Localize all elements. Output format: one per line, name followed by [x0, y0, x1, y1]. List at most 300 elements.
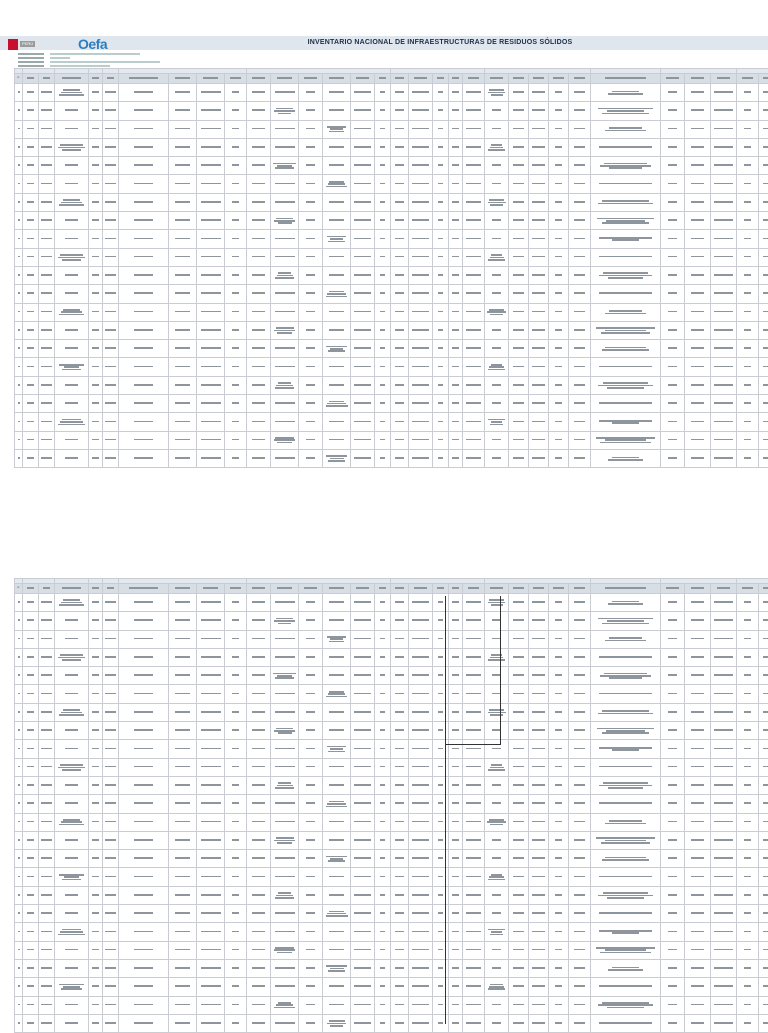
table-cell	[685, 376, 711, 394]
table-cell	[103, 776, 119, 794]
table-cell	[323, 941, 351, 959]
table-cell	[23, 685, 39, 703]
table-cell	[89, 248, 103, 266]
table-cell	[271, 413, 299, 431]
table-cell	[463, 648, 485, 666]
table-cell	[549, 648, 569, 666]
table-cell	[737, 612, 759, 630]
table-cell	[15, 376, 23, 394]
table-cell	[103, 157, 119, 175]
table-cell	[323, 376, 351, 394]
table-cell	[247, 594, 271, 612]
table-cell	[449, 212, 463, 230]
table-cell	[549, 776, 569, 794]
table-cell	[103, 758, 119, 776]
table-cell	[409, 667, 433, 685]
table-cell	[23, 594, 39, 612]
column-header	[569, 74, 591, 84]
table-cell	[463, 795, 485, 813]
table-cell	[55, 212, 89, 230]
table-cell	[271, 120, 299, 138]
table-cell	[449, 395, 463, 413]
table-row	[15, 868, 768, 886]
table-cell	[485, 157, 509, 175]
table-cell	[299, 740, 323, 758]
table-cell	[759, 612, 768, 630]
table-cell	[449, 996, 463, 1014]
table-cell	[375, 594, 391, 612]
table-cell	[391, 285, 409, 303]
table-cell	[55, 120, 89, 138]
column-header	[463, 584, 485, 594]
table-cell	[433, 1014, 449, 1032]
table-cell	[247, 978, 271, 996]
table-cell	[15, 831, 23, 849]
table-cell	[271, 376, 299, 394]
table-cell	[351, 831, 375, 849]
table-cell	[391, 630, 409, 648]
table-cell	[225, 722, 247, 740]
table-cell	[351, 630, 375, 648]
table-cell	[225, 102, 247, 120]
table-cell	[15, 175, 23, 193]
table-cell	[55, 157, 89, 175]
table-row	[15, 758, 768, 776]
table-cell	[433, 266, 449, 284]
table-cell	[169, 193, 197, 211]
table-cell	[529, 175, 549, 193]
table-cell	[119, 758, 169, 776]
table-cell	[391, 431, 409, 449]
table-cell	[55, 923, 89, 941]
table-cell	[485, 630, 509, 648]
table-cell	[15, 813, 23, 831]
table-cell	[351, 959, 375, 977]
table-cell	[737, 193, 759, 211]
table-cell	[509, 175, 529, 193]
table-cell	[23, 358, 39, 376]
table-cell	[39, 923, 55, 941]
table-cell	[225, 285, 247, 303]
table-cell	[409, 193, 433, 211]
table-cell	[391, 722, 409, 740]
table-cell	[225, 630, 247, 648]
table-cell	[391, 941, 409, 959]
column-header	[23, 584, 39, 594]
table-row	[15, 230, 768, 248]
table-cell	[711, 340, 737, 358]
table-cell	[463, 193, 485, 211]
table-cell	[737, 941, 759, 959]
table-cell	[23, 795, 39, 813]
table-cell	[23, 84, 39, 102]
table-cell	[409, 959, 433, 977]
table-cell	[409, 84, 433, 102]
table-cell	[39, 248, 55, 266]
table-cell	[39, 266, 55, 284]
table-cell	[375, 703, 391, 721]
table-cell	[225, 193, 247, 211]
table-cell	[375, 321, 391, 339]
table-cell	[55, 776, 89, 794]
table-cell	[169, 978, 197, 996]
table-cell	[549, 612, 569, 630]
table-cell	[737, 175, 759, 193]
table-cell	[391, 959, 409, 977]
table-cell	[351, 886, 375, 904]
table-cell	[247, 685, 271, 703]
column-header	[375, 584, 391, 594]
table-cell	[103, 978, 119, 996]
table-cell	[247, 630, 271, 648]
column-header	[197, 74, 225, 84]
table-cell	[169, 1014, 197, 1032]
table-cell	[299, 102, 323, 120]
column-header	[759, 74, 768, 84]
table-cell	[247, 667, 271, 685]
table-cell	[375, 886, 391, 904]
table-cell	[409, 831, 433, 849]
table-cell	[39, 776, 55, 794]
table-cell	[247, 138, 271, 156]
table-cell	[591, 431, 661, 449]
table-cell	[685, 1014, 711, 1032]
table-cell	[449, 230, 463, 248]
column-header-row	[15, 584, 768, 594]
table-cell	[759, 722, 768, 740]
table-cell	[685, 795, 711, 813]
table-cell	[485, 120, 509, 138]
table-cell	[737, 923, 759, 941]
table-cell	[529, 740, 549, 758]
table-cell	[55, 175, 89, 193]
table-cell	[391, 850, 409, 868]
table-cell	[119, 776, 169, 794]
column-header	[433, 74, 449, 84]
table-cell	[247, 358, 271, 376]
table-cell	[509, 102, 529, 120]
table-cell	[391, 813, 409, 831]
table-cell	[197, 175, 225, 193]
table-cell	[737, 758, 759, 776]
table-cell	[23, 831, 39, 849]
table-cell	[55, 321, 89, 339]
table-cell	[15, 685, 23, 703]
table-cell	[759, 685, 768, 703]
table-cell	[549, 831, 569, 849]
table-cell	[409, 630, 433, 648]
table-cell	[197, 193, 225, 211]
table-cell	[711, 685, 737, 703]
table-cell	[463, 740, 485, 758]
table-cell	[711, 886, 737, 904]
table-cell	[351, 667, 375, 685]
table-cell	[55, 813, 89, 831]
table-cell	[711, 630, 737, 648]
table-cell	[323, 193, 351, 211]
table-cell	[685, 340, 711, 358]
table-cell	[391, 648, 409, 666]
table-cell	[247, 868, 271, 886]
table-cell	[225, 648, 247, 666]
table-cell	[661, 594, 685, 612]
table-cell	[39, 740, 55, 758]
table-cell	[225, 813, 247, 831]
table-cell	[391, 886, 409, 904]
table-cell	[323, 413, 351, 431]
table-cell	[569, 831, 591, 849]
table-cell	[569, 868, 591, 886]
table-cell	[529, 376, 549, 394]
table-cell	[351, 722, 375, 740]
table-cell	[225, 850, 247, 868]
table-cell	[351, 648, 375, 666]
table-cell	[351, 758, 375, 776]
table-cell	[549, 175, 569, 193]
table-cell	[509, 978, 529, 996]
table-cell	[661, 248, 685, 266]
table-cell	[299, 175, 323, 193]
table-cell	[449, 303, 463, 321]
table-cell	[197, 212, 225, 230]
table-row	[15, 1014, 768, 1032]
table-cell	[39, 813, 55, 831]
table-cell	[591, 959, 661, 977]
table-cell	[409, 886, 433, 904]
table-cell	[433, 449, 449, 467]
table-cell	[449, 850, 463, 868]
table-cell	[549, 959, 569, 977]
table-cell	[433, 813, 449, 831]
table-cell	[169, 594, 197, 612]
table-cell	[299, 449, 323, 467]
table-cell	[759, 431, 768, 449]
table-cell	[103, 740, 119, 758]
table-cell	[103, 594, 119, 612]
table-cell	[39, 594, 55, 612]
table-cell	[299, 703, 323, 721]
table-cell	[449, 321, 463, 339]
table-cell	[737, 102, 759, 120]
table-cell	[433, 722, 449, 740]
table-cell	[247, 230, 271, 248]
table-cell	[375, 157, 391, 175]
table-cell	[15, 740, 23, 758]
table-row	[15, 905, 768, 923]
table-cell	[247, 996, 271, 1014]
table-row	[15, 776, 768, 794]
table-row	[15, 212, 768, 230]
table-cell	[271, 996, 299, 1014]
table-cell	[197, 978, 225, 996]
table-cell	[375, 395, 391, 413]
table-cell	[23, 905, 39, 923]
table-cell	[89, 959, 103, 977]
table-cell	[711, 212, 737, 230]
table-cell	[299, 941, 323, 959]
table-cell	[23, 157, 39, 175]
table-cell	[169, 648, 197, 666]
table-row	[15, 102, 768, 120]
table-cell	[323, 813, 351, 831]
table-cell	[661, 831, 685, 849]
table-cell	[449, 157, 463, 175]
table-cell	[661, 84, 685, 102]
table-cell	[119, 138, 169, 156]
table-cell	[759, 886, 768, 904]
table-cell	[509, 703, 529, 721]
table-cell	[529, 886, 549, 904]
table-cell	[759, 813, 768, 831]
table-cell	[247, 923, 271, 941]
table-cell	[169, 376, 197, 394]
table-cell	[685, 594, 711, 612]
table-cell	[375, 84, 391, 102]
table-cell	[55, 303, 89, 321]
table-cell	[103, 138, 119, 156]
table-cell	[485, 905, 509, 923]
table-cell	[463, 138, 485, 156]
table-cell	[391, 303, 409, 321]
table-cell	[271, 923, 299, 941]
table-cell	[103, 850, 119, 868]
table-cell	[711, 285, 737, 303]
table-cell	[89, 978, 103, 996]
table-cell	[197, 886, 225, 904]
table-cell	[169, 703, 197, 721]
column-header	[759, 584, 768, 594]
table-cell	[247, 612, 271, 630]
table-cell	[661, 413, 685, 431]
table-cell	[351, 941, 375, 959]
table-cell	[759, 941, 768, 959]
table-cell	[433, 193, 449, 211]
table-cell	[485, 84, 509, 102]
table-cell	[549, 212, 569, 230]
table-cell	[463, 886, 485, 904]
table-cell	[169, 413, 197, 431]
table-cell	[103, 1014, 119, 1032]
border-line	[445, 744, 501, 745]
table-cell	[433, 340, 449, 358]
table-cell	[433, 230, 449, 248]
table-cell	[225, 248, 247, 266]
table-cell	[119, 905, 169, 923]
table-cell	[759, 102, 768, 120]
table-cell	[247, 648, 271, 666]
column-header: N°	[15, 74, 23, 84]
table-cell	[759, 978, 768, 996]
table-cell	[759, 905, 768, 923]
table-cell	[685, 321, 711, 339]
table-cell	[409, 248, 433, 266]
table-cell	[549, 1014, 569, 1032]
table-cell	[225, 758, 247, 776]
table-cell	[197, 157, 225, 175]
table-cell	[591, 138, 661, 156]
table-cell	[271, 850, 299, 868]
column-header	[711, 74, 737, 84]
table-cell	[247, 376, 271, 394]
table-cell	[271, 959, 299, 977]
column-header	[737, 584, 759, 594]
table-cell	[759, 594, 768, 612]
table-cell	[463, 813, 485, 831]
table-cell	[449, 813, 463, 831]
table-row	[15, 813, 768, 831]
table-cell	[55, 996, 89, 1014]
table-cell	[39, 340, 55, 358]
table-cell	[15, 868, 23, 886]
table-cell	[509, 868, 529, 886]
table-cell	[529, 303, 549, 321]
table-cell	[299, 648, 323, 666]
table-cell	[119, 376, 169, 394]
table-cell	[569, 758, 591, 776]
table-cell	[569, 594, 591, 612]
table-cell	[103, 685, 119, 703]
table-cell	[409, 376, 433, 394]
table-cell	[299, 996, 323, 1014]
document-title: INVENTARIO NACIONAL DE INFRAESTRUCTURAS DE RESIDUOS SÓLIDOS	[250, 39, 630, 46]
table-cell	[197, 303, 225, 321]
oefa-logo: Oefa	[78, 36, 107, 52]
table-cell	[391, 120, 409, 138]
table-cell	[103, 266, 119, 284]
table-cell	[661, 358, 685, 376]
table-row	[15, 667, 768, 685]
table-cell	[299, 431, 323, 449]
table-cell	[55, 795, 89, 813]
table-cell	[661, 776, 685, 794]
table-cell	[225, 138, 247, 156]
table-cell	[119, 321, 169, 339]
table-cell	[463, 667, 485, 685]
table-cell	[197, 138, 225, 156]
table-cell	[549, 996, 569, 1014]
table-cell	[685, 358, 711, 376]
table-cell	[15, 776, 23, 794]
table-cell	[685, 941, 711, 959]
table-cell	[323, 630, 351, 648]
table-cell	[119, 84, 169, 102]
table-cell	[197, 923, 225, 941]
table-cell	[463, 758, 485, 776]
table-cell	[711, 850, 737, 868]
table-cell	[299, 376, 323, 394]
table-cell	[323, 703, 351, 721]
table-cell	[23, 886, 39, 904]
table-cell	[169, 923, 197, 941]
table-cell	[661, 612, 685, 630]
table-cell	[591, 722, 661, 740]
column-header-row	[15, 74, 768, 84]
table-cell	[661, 102, 685, 120]
table-cell	[89, 449, 103, 467]
table-cell	[449, 905, 463, 923]
column-header	[685, 74, 711, 84]
table-cell	[299, 905, 323, 923]
table-cell	[15, 413, 23, 431]
table-cell	[549, 685, 569, 703]
table-cell	[685, 923, 711, 941]
table-cell	[15, 248, 23, 266]
table-cell	[351, 84, 375, 102]
table-cell	[685, 157, 711, 175]
table-cell	[529, 776, 549, 794]
table-cell	[271, 630, 299, 648]
table-cell	[737, 449, 759, 467]
